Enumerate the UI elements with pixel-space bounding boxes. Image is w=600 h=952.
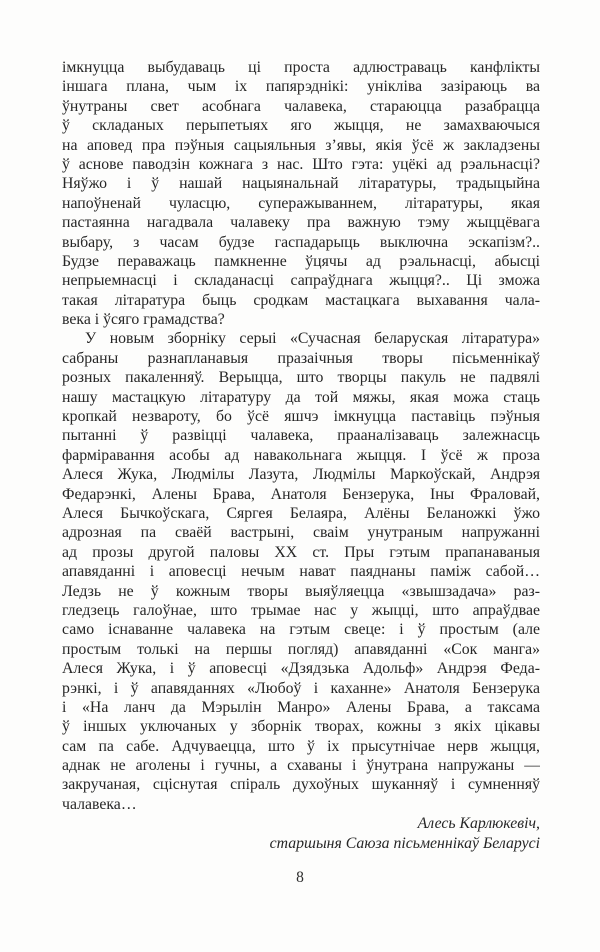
text-line: аднак не аголены і гучны, а схаваны і ўнутрана напружаны — <box>62 757 540 775</box>
text-line: кропкай незвароту, бо ўсё яшчэ імкнуцца паставіць пэўныя <box>62 408 540 426</box>
text-line: іншага плана, чым іх папярэднікі: унікліва зазіраюць ва <box>62 78 540 96</box>
text-line-paragraph-start: У новым зборніку серыі «Сучасная беларуская літаратура» <box>85 330 540 348</box>
text-line: імкнуцца выбудаваць ці проста адлюстраваць канфлікты <box>62 59 540 76</box>
text-line: ў іншых уключаных у зборнік творах, кожны з якіх цікавы <box>62 718 540 736</box>
text-line: непрыемнасці і складанасці сапраўднага жыцця?.. Ці зможа <box>62 272 540 290</box>
body-text <box>62 58 540 853</box>
text-line: Алеся Жука, Людмілы Лазута, Людмілы Маркоўскай, Андрэя <box>62 466 540 484</box>
text-line: пастаянна нагадвала чалавеку пра важную тэму жыццёвага <box>62 214 540 232</box>
text-line: ўнутраны свет асобнага чалавека, стараюцца разабрацца <box>62 97 540 115</box>
text-line: Алеся Жука, і ў аповесці «Дзядзька Адольф» Андрэя Феда- <box>62 660 540 678</box>
text-line: Будзе пераважаць памкненне ўцячы ад рэальнасці, абысці <box>62 252 540 270</box>
text-line: Алеся Бычкоўскага, Сяргея Белаяра, Алёны Беланожкі ўжо <box>62 504 540 522</box>
text-line: ад прозы другой паловы XX ст. Пры гэтым прапанаваныя <box>62 543 540 561</box>
text-line-paragraph-end: чалавека… <box>62 795 137 813</box>
page-number: 8 <box>296 869 304 886</box>
text-line: розных пакаленняў. Верыцца, што творцы пакуль не падвялі <box>62 369 540 387</box>
text-line: само існаванне чалавека на гэтым свеце: і ў простым (але <box>62 621 540 639</box>
text-line: апавяданні і аповесці нечым нават паяднаны паміж сабой… <box>62 563 540 581</box>
text-line: гледзець галоўнае, што трымае нас у жыцці, што апраўдвае <box>62 601 540 619</box>
text-line: адрозная па сваёй вастрыні, сваім унутраным напружанні <box>62 524 540 542</box>
signature-title: старшыня Саюза пісьменнікаў Беларусі <box>269 834 540 852</box>
text-line: рэнкі, і ў апавяданнях «Любоў і каханне» Анатоля Бензерука <box>62 679 540 697</box>
text-line: на аповед пра пэўныя сацыяльныя з’явы, якія ўсё ж закладзены <box>62 136 540 154</box>
text-line: фарміравання асобы ад навакольнага жыцця. І ўсё ж проза <box>62 446 540 464</box>
text-line: напоўненай чуласцю, суперажываннем, літаратуры, якая <box>62 194 540 212</box>
text-line: закручаная, сціснутая спіраль духоўных шуканняў і сумненняў <box>62 776 540 794</box>
text-line: пытанні ў развіцці чалавека, прааналізаваць залежнасць <box>62 427 540 445</box>
text-line: Федарэнкі, Алены Брава, Анатоля Бензерука, Іны Фраловай, <box>62 485 540 503</box>
text-line: сабраны разнапланавыя празаічныя творы пісьменнікаў <box>62 349 540 367</box>
text-line: простым толькі на першы погляд) апавяданні «Сок манга» <box>62 640 540 658</box>
signature-author: Алесь Карлюкевіч, <box>417 815 540 833</box>
text-line: Няўжо і ў нашай нацыянальнай літаратуры, традыцыйна <box>62 175 540 193</box>
text-line: нашу мастацкую літаратуру да той мяжы, якая можа стаць <box>62 388 540 406</box>
text-line: Ледзь не ў кожным творы выяўляецца «звышзадача» раз- <box>62 582 540 600</box>
text-line: выбару, з часам будзе гаспадарыць выключна эскапізм?.. <box>62 233 540 251</box>
text-line: сам па сабе. Адчуваецца, што ў іх прысутнічае нерв жыцця, <box>62 737 540 755</box>
text-line: і «На ланч да Мэрылін Манро» Алены Брава, а таксама <box>62 698 540 716</box>
text-line-paragraph-end: века і ўсяго грамадства? <box>62 311 225 329</box>
text-line: такая літаратура быць сродкам мастацкага выхавання чала- <box>62 291 540 309</box>
text-line: ў аснове паводзін кожнага з нас. Што гэта: уцёкі ад рэальнасці? <box>62 155 540 173</box>
text-line: ў складаных перыпетыях яго жыцця, не замахваючыся <box>62 117 540 135</box>
